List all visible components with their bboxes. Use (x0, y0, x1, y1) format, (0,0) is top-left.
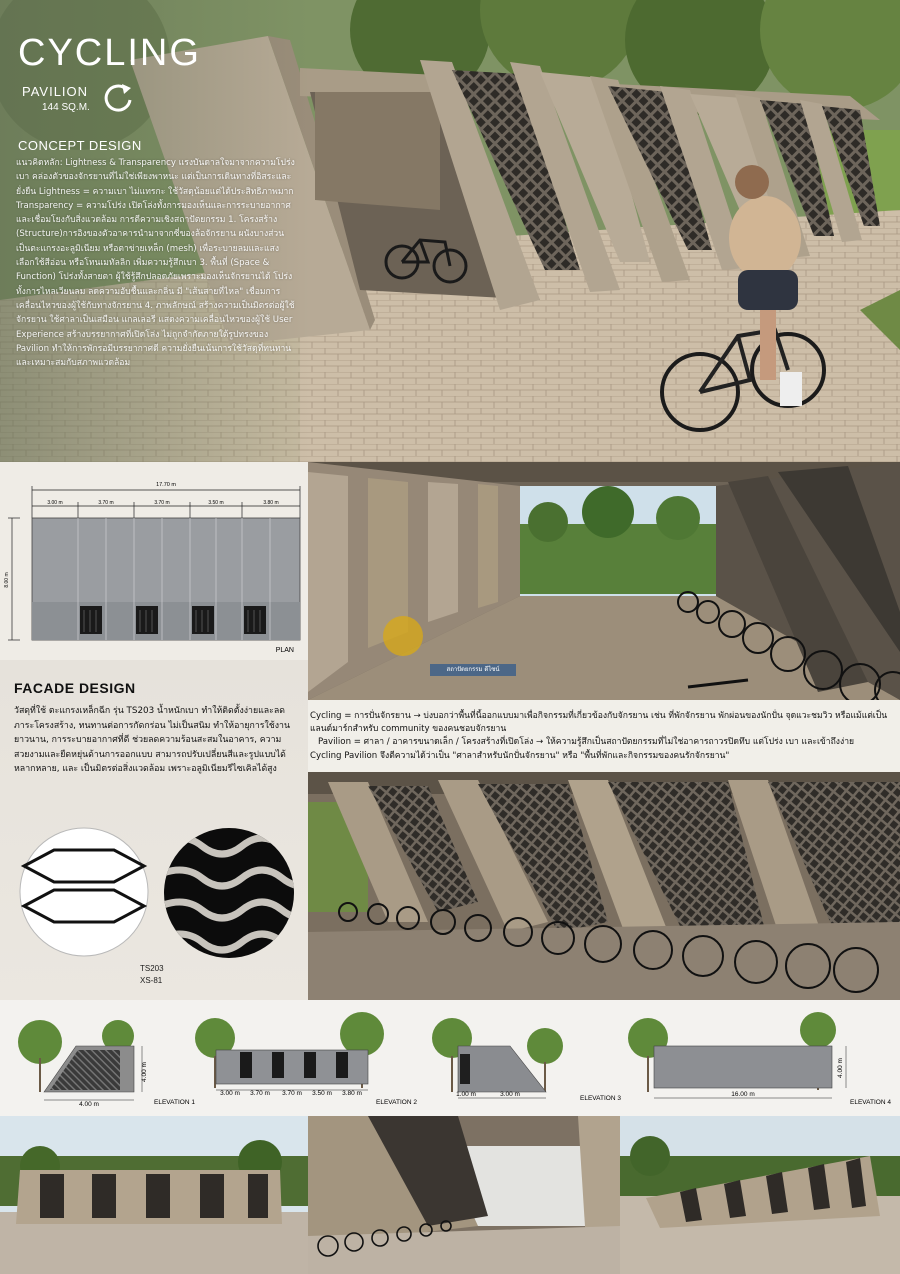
plan-seg-dim: 3.70 m (154, 500, 170, 506)
interior-render-1 (308, 462, 900, 700)
watermark-logo (383, 616, 423, 656)
concept-heading: CONCEPT DESIGN (18, 138, 142, 153)
plan-total-dim: 17.70 m (156, 482, 176, 488)
plan-svg (0, 462, 308, 660)
mesh-subcode: XS-81 (140, 976, 163, 985)
facade-design-panel (0, 660, 308, 1000)
plan-label: PLAN (275, 647, 294, 654)
elevation-1-label: ELEVATION 1 (154, 1099, 195, 1106)
interior-render-2-illustration (308, 772, 900, 1000)
elev2-dim: 3.50 m (312, 1090, 332, 1097)
elev2-dim: 3.70 m (282, 1090, 302, 1097)
project-title: CYCLING (18, 32, 201, 74)
interior-render-2 (308, 772, 900, 1000)
elevation-4-label: ELEVATION 4 (850, 1099, 891, 1106)
caption-line: Cycling Pavilion จึงตีความได้ว่าเป็น "ศาลาสำหรับนักปั่นจักรยาน" หรือ "พื้นที่พักและกิจกรรมของคนรักจักรยาน" (310, 750, 730, 761)
plan-seg-dim: 3.50 m (208, 500, 224, 506)
plan-height-dim: 8.00 m (4, 572, 10, 588)
plan-drawing (0, 462, 308, 660)
elevation-2-label: ELEVATION 2 (376, 1099, 417, 1106)
facade-text: วัสดุที่ใช้ ตะแกรงเหล็กฉีก รุ่น TS203 น้ำหนักเบา ทำให้ติดตั้งง่ายและลดภาระโครงสร้าง, ทนทานต่อการกัดกร่อน ไม่เป็นสนิม ทำให้อายุการใช้งานยาวนาน, การระบายอากาศที่ดี ช่วยลดความร้อนสะสมในอาคาร, ความสวยงามและยืดหยุ่นด้านการออกแบบ สามารถปรับเปลี่ยนสีและรูปแบบได้หลากหลาย, และ เป็นมิตรต่อสิ่งแวดล้อม เพราะอลูมิเนียมรีไซเคิลได้สูง (14, 706, 290, 774)
facade-heading: FACADE DESIGN (14, 680, 136, 696)
interior-render-3 (308, 1116, 620, 1274)
watermark-text: สถาปัตยกรรม ดีไซน์ (430, 664, 516, 676)
cycle-icon (100, 80, 136, 116)
caption-line: Pavilion = ศาลา / อาคารขนาดเล็ก / โครงสร้างที่เปิดโล่ง → ให้ความรู้สึกเป็นสถาปัตยกรรมที่ไม่ใช่อาคารถาวรปิดทึบ แต่โปร่ง เบา และเข้าถึงง่าย (318, 737, 855, 748)
elev1-width-dim: 4.00 m (79, 1101, 99, 1108)
plan-seg-dim: 3.00 m (47, 500, 63, 506)
elev4-height-dim: 4.00 m (837, 1058, 844, 1078)
mesh-diagram-outline (18, 826, 150, 958)
plan-seg-dim: 3.80 m (263, 500, 279, 506)
elevations-strip (0, 1000, 900, 1116)
project-subtitle: PAVILION (22, 84, 89, 99)
mesh-diagram-photo (162, 826, 296, 960)
project-area: 144 SQ.M. (42, 102, 90, 113)
elev2-dim: 3.70 m (250, 1090, 270, 1097)
interior-render-1-illustration (308, 462, 900, 700)
exterior-render-side-illustration (620, 1116, 900, 1274)
interior-render-3-illustration (308, 1116, 620, 1274)
name-interpretation-text (308, 700, 900, 772)
exterior-render-side (620, 1116, 900, 1274)
concept-text: แนวคิดหลัก: Lightness & Transparency แรงบันดาลใจมาจากความโปร่งเบา คล่องตัวของจักรยานที่ไม่ใช่เพียงพาหนะ แต่เป็นการเดินทางที่อิสระและยั่งยืน Lightness = ความเบา ไม่แทรกะ ใช้วัสดุน้อยแต่ได้ประสิทธิภาพมาก Transparency = ความโปร่ง เปิดโล่งทั้งการมองเห็นและการระบายอากาศและเชื่อมโยงกับสิ่งแวดล้อม การตีความเชิงสถาปัตยกรรม 1. โครงสร้าง (Structure)การอิงของตัวอาคารนำมาจากซี่ของล้อจักรยาน ผนังบางส่วนเป็นตะแกรงอะลูมิเนียม หรือตาข่ายเหล็ก (mesh) เพื่อระบายลมและแสง เลือกใช้สีอ่อน หรือโทนเมทัลลิก เพิ่มความรู้สึกเบา 3. พื้นที่ (Space & Function) โปร่งทั้งสายตา ผู้ใช้รู้สึกปลอดภัยเพราะมองเห็นจักรยานได้ โปร่งทั้งการไหลเวียนลม ลดความอับชื้นและกลิ่น มี "เส้นสายที่ไหล" เชื่อมการเคลื่อนไหวของผู้ใช้กับทางจักรยาน 4. ภาพลักษณ์ สร้างความเป็นมิตรต่อผู้ใช้จักรยาน ใช้ศาลาเป็นเสมือน แกลเลอรี แสดงความเคลื่อนไหวของผู้ใช้ User Experience สร้างบรรยากาศที่เปิดโล่ง ไม่ถูกจำกัดภายใต้รูปทรงของ Pavilion ทำให้การพักรอมีบรรยากาศดี ความยั่งยืนเน้นการใช้วัสดุที่ทนทานและเหมาะสมกับสภาพแวดล้อม (16, 158, 295, 369)
plan-seg-dim: 3.70 m (98, 500, 114, 506)
elev3-dim: 3.00 m (500, 1091, 520, 1098)
exterior-render-front-illustration (0, 1116, 308, 1274)
elev1-height-dim: 4.00 m (141, 1062, 148, 1082)
elevations-svg (0, 1000, 900, 1116)
elevation-3-label: ELEVATION 3 (580, 1095, 621, 1102)
exterior-render-front (0, 1116, 308, 1274)
caption-line: Cycling = การปั่นจักรยาน → บ่งบอกว่าพื้นที่นี้ออกแบบมาเพื่อกิจกรรมที่เกี่ยวข้องกับจักรยาน เช่น ที่พักจักรยาน พักผ่อนของนักปั่น จุดแวะชมวิว หรือแม้แต่เป็นแลนด์มาร์กสำหรับ community ของคนชอบจักรยาน (310, 711, 888, 735)
elev4-width-dim: 16.00 m (731, 1091, 755, 1098)
elev3-dim: 1.00 m (456, 1091, 476, 1098)
elev2-dim: 3.00 m (220, 1090, 240, 1097)
mesh-code: TS203 (140, 964, 164, 973)
elev2-dim: 3.80 m (342, 1090, 362, 1097)
